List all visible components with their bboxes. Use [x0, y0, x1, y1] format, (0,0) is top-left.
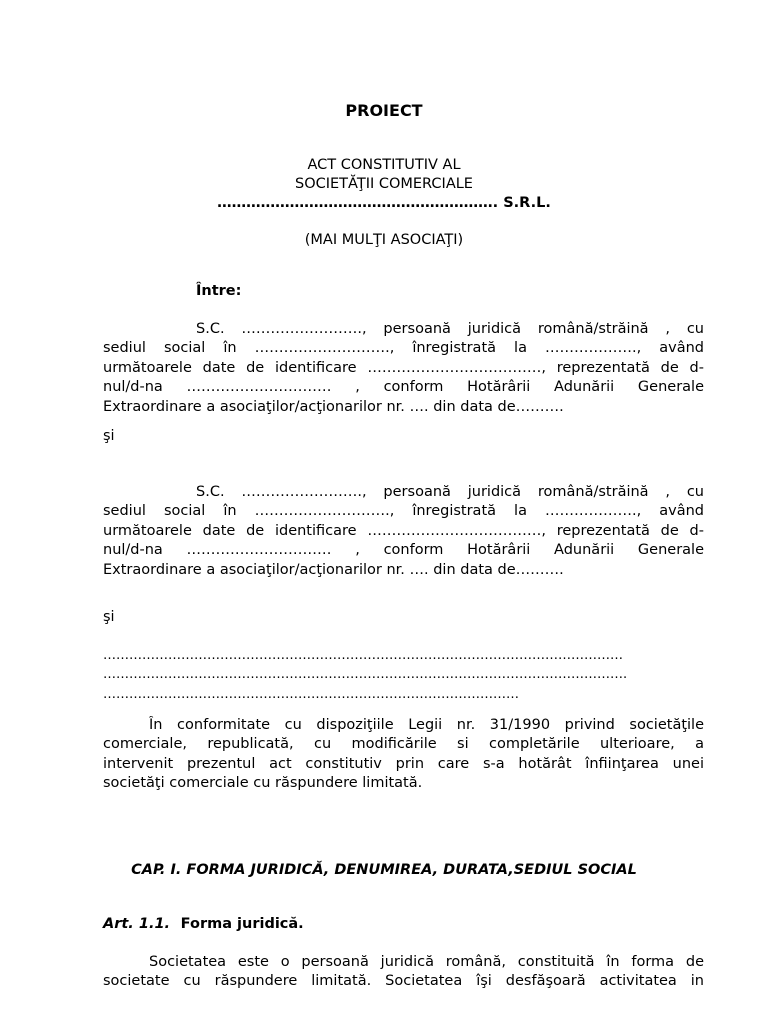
article-body-paragraph: [103, 953, 704, 992]
si-separator-1: şi: [103, 428, 115, 444]
article-heading: [103, 916, 304, 932]
document-subtitle: (MAI MULŢI ASOCIAŢI): [304, 232, 464, 248]
party-1-line: Extraordinare a asociaţilor/acţionarilor nr. …. din data de……….: [103, 398, 564, 415]
si-separator-2: şi: [103, 609, 115, 625]
party-1-line: nul/d-na ………………………… , conform Hotărârii Adunării Generale: [103, 379, 704, 396]
conformity-line: În conformitate cu dispoziţiile Legii nr. 31/1990 privind societăţile: [149, 717, 704, 733]
party-2-line: sediul social în ………………………., înregistrată la ………………., având: [103, 503, 704, 520]
heading-line-1: ACT CONSTITUTIV AL: [307, 157, 461, 173]
intre-label: Între:: [196, 283, 242, 299]
conformity-line: societăţi comerciale cu răspundere limitată.: [103, 775, 423, 792]
party-2-line: următoarele date de identificare ………………………………, reprezentată de d-: [103, 522, 704, 539]
article-title: Forma juridică.: [180, 916, 304, 932]
document-title: PROIECT: [345, 101, 423, 120]
heading-line-2: SOCIETĂŢII COMERCIALE: [295, 176, 473, 192]
article-body-line: Societatea este o persoană juridică română, constituită în forma de: [149, 954, 704, 970]
party-2-paragraph: [103, 483, 704, 580]
heading-line-3-company-name: …………………………………………………. S.R.L.: [217, 195, 551, 211]
party-2-line: S.C. ……………………., persoană juridică română/străină , cu: [196, 484, 704, 500]
article-number: Art. 1.1.: [103, 916, 171, 932]
conformity-line: comerciale, republicată, cu modificările si completările ulterioare, a: [103, 736, 704, 753]
placeholder-dots-block: [103, 646, 704, 704]
party-1-paragraph: [103, 320, 704, 417]
party-1-line: următoarele date de identificare ………………………………, reprezentată de d-: [103, 359, 704, 376]
placeholder-dots-line: ………………………………………………………………………………………………………….: [103, 667, 628, 683]
party-1-line: sediul social în ………………………., înregistrată la ………………., având: [103, 340, 704, 357]
party-2-line: Extraordinare a asociaţilor/acţionarilor nr. …. din data de……….: [103, 561, 564, 578]
conformity-line: intervenit prezentul act constitutiv prin care s-a hotărât înfiinţarea unei: [103, 755, 704, 772]
placeholder-dots-line: ……………………………………………………………………………………: [103, 686, 519, 702]
party-1-line: S.C. ……………………., persoană juridică română/străină , cu: [196, 321, 704, 337]
chapter-heading: CAP. I. FORMA JURIDICĂ, DENUMIREA, DURATA,SEDIUL SOCIAL: [131, 862, 637, 878]
party-2-line: nul/d-na ………………………… , conform Hotărârii Adunării Generale: [103, 542, 704, 559]
article-body-line: societate cu răspundere limitată. Societatea îşi desfăşoară activitatea in: [103, 973, 704, 990]
conformity-paragraph: [103, 716, 704, 794]
placeholder-dots-line: …………………………………………………………………………………………………………: [103, 648, 623, 663]
